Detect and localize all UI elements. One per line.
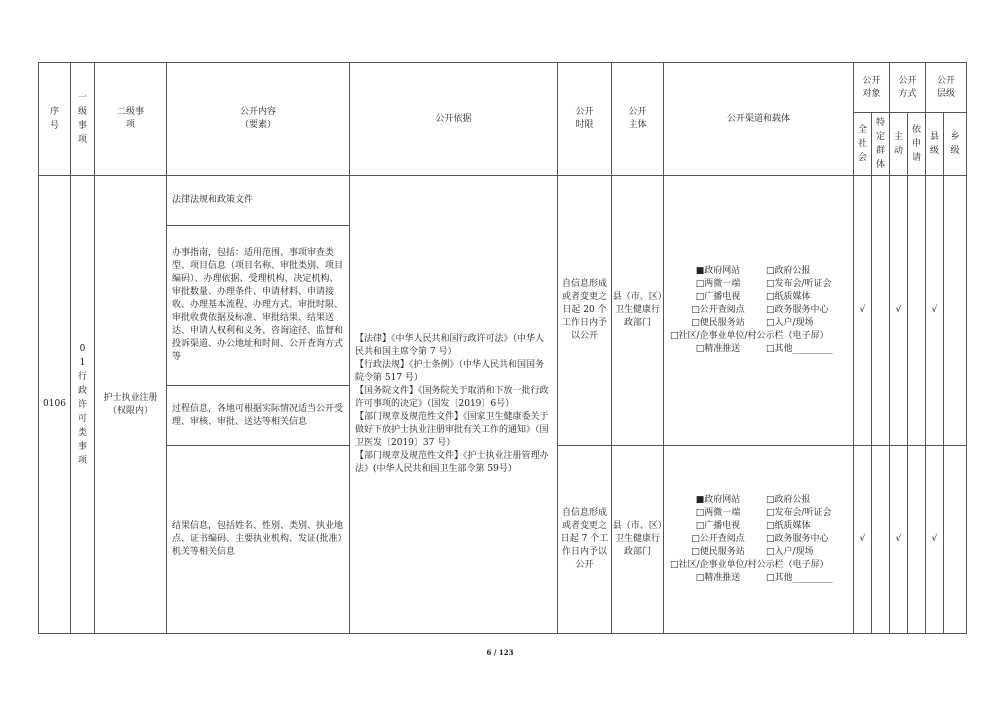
channel-row: □社区/企事业单位/村公示栏（电子屏）: [670, 560, 829, 570]
check-level-town: [944, 446, 967, 634]
channel-row: □精准推送 □其他_________: [695, 573, 834, 583]
basis-item: 【法律】《中华人民共和国行政许可法》（中华人民共和国主席令第 7 号）: [355, 334, 545, 357]
channel-row: □精准推送 □其他_________: [695, 344, 834, 354]
channel-row: □广播电视 □纸质媒体: [695, 292, 811, 302]
channel-row: □广播电视 □纸质媒体: [695, 521, 811, 531]
header-basis: 公开依据: [350, 63, 558, 176]
channel-row: □便民服务站 □入户/现场: [691, 318, 814, 328]
header-row-1: [39, 63, 967, 113]
time-limit-cell: 自信息形成或者变更之日起 20 个工作日内予以公开: [558, 176, 612, 446]
header-method-request: 依申请: [908, 113, 926, 176]
header-time-limit: 公开 时限: [558, 63, 612, 176]
channel-row: □社区/企事业单位/村公示栏（电子屏）: [670, 331, 829, 341]
header-channels: 公开渠道和载体: [664, 63, 854, 176]
check-target-all: √: [854, 176, 872, 446]
header-subject: 公开 主体: [612, 63, 664, 176]
header-level-town: 乡级: [944, 113, 967, 176]
header-level-county: 县级: [926, 113, 944, 176]
check-level-county: √: [926, 176, 944, 446]
subject-cell: 县（市、区）卫生健康行政部门: [612, 176, 664, 446]
check-method-request: [908, 176, 926, 446]
row-seq: 0106: [39, 176, 71, 634]
basis-item: 【国务院文件】《国务院关于取消和下放一批行政许可事项的决定》（国发〔2019〕6号）: [355, 386, 549, 409]
channel-row: □两微一端 □发布会/听证会: [695, 279, 832, 289]
header-content: 公开内容 （要素）: [167, 63, 350, 176]
channel-row: □公开查阅点 □政务服务中心: [691, 305, 829, 315]
header-method: 公开 方式: [890, 63, 926, 113]
basis-item: 【部门规章及规范性文件】《国家卫生健康委关于做好下放护士执业注册审批有关工作的通知》（国卫医发〔2019〕37 号）: [355, 412, 549, 448]
basis-item: 【行政法规】《护士条例》（中华人民共和国国务院令第 517 号）: [355, 360, 545, 383]
row-level2: 护士执业注册 （权限内）: [95, 176, 167, 634]
check-target-specific: [872, 176, 890, 446]
check-level-town: [944, 176, 967, 446]
channel-row: ■政府网站 □政府公报: [695, 495, 811, 505]
row-level1: 01行政许可类事项: [71, 176, 95, 634]
header-target: 公开 对象: [854, 63, 890, 113]
header-level: 公开 层级: [926, 63, 967, 113]
header-target-specific: 特定群体: [872, 113, 890, 176]
channel-row: ■政府网站 □政府公报: [695, 266, 811, 276]
disclosure-table: [38, 62, 967, 634]
basis-cell: [350, 176, 558, 634]
header-method-active: 主动: [890, 113, 908, 176]
check-method-active: √: [890, 446, 908, 634]
table-row: [39, 176, 967, 226]
header-target-all: 全社会: [854, 113, 872, 176]
check-method-request: [908, 446, 926, 634]
content-cell: 办事指南，包括：适用范围、事项审查类型、项目信息（项目名称、审批类别、项目编码）、办理依据、受理机构、决定机构、审批数量、办理条件、申请材料、申请接收、办理基本流程、办理方式、审批时限、审批收费依据及标准、审批结果、结果送达、申请人权利和义务、咨询途径、监督和投诉渠道、办公地址和时间、公开查询方式等: [167, 226, 350, 386]
header-level1: 一级事项: [71, 63, 95, 176]
channel-row: □公开查阅点 □政务服务中心: [691, 534, 829, 544]
content-cell: 过程信息，各地可根据实际情况适当公开受理、审核、审批、送达等相关信息: [167, 386, 350, 446]
channel-row: □便民服务站 □入户/现场: [691, 547, 814, 557]
content-cell: 结果信息，包括姓名、性别、类别、执业地点、证书编码、主要执业机构、发证(批准）机关等相关信息: [167, 446, 350, 634]
check-level-county: √: [926, 446, 944, 634]
subject-cell: 县（市、区）卫生健康行政部门: [612, 446, 664, 634]
channels-cell: [664, 446, 854, 634]
basis-item: 【部门规章及规范性文件】《护士执业注册管理办法》(中华人民共和国卫生部令第 59号）: [355, 451, 549, 474]
time-limit-cell: 自信息形成或者变更之日起 7 个工作日内予以公开: [558, 446, 612, 634]
page-number: 6 / 123: [486, 648, 514, 657]
check-method-active: √: [890, 176, 908, 446]
channel-row: □两微一端 □发布会/听证会: [695, 508, 832, 518]
header-seq: 序号: [39, 63, 71, 176]
check-target-specific: [872, 446, 890, 634]
check-target-all: √: [854, 446, 872, 634]
header-level2: 二级事项: [95, 63, 167, 176]
content-cell: 法律法规和政策文件: [167, 176, 350, 226]
channels-cell: [664, 176, 854, 446]
